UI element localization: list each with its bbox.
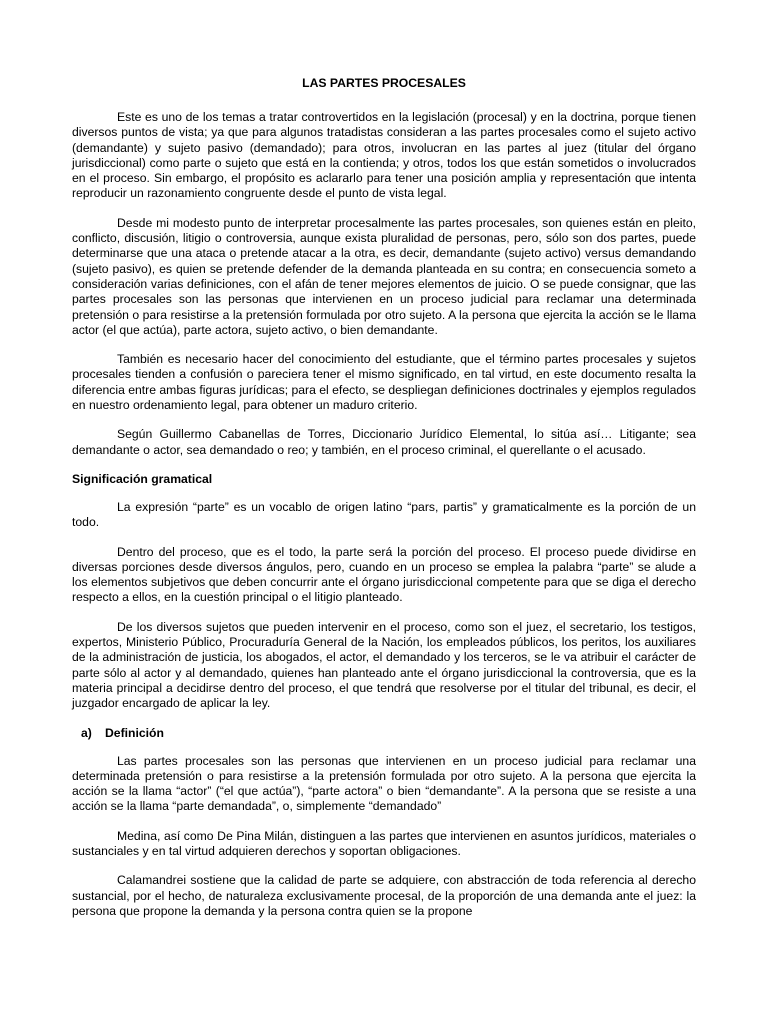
- paragraph-section-2: Dentro del proceso, que es el todo, la parte será la porción del proceso. El proceso puede dividirse en diversas porciones desde diversos ángulos, pero, cuando en un proceso se emplea la palabra “parte” se alude a los elementos subjetivos que deben concurrir ante el órgano jurisdiccional competente para que se diga el derecho respecto a ellos, en la cuestión principal o el litigio planteado.: [72, 544, 696, 605]
- paragraph-intro-3: También es necesario hacer del conocimiento del estudiante, que el término partes procesales y sujetos procesales tienden a confusión o pareciera tener el mismo significado, en tal virtud, en este documento resalta la diferencia entre ambas figuras jurídicas; para el efecto, se despliegan definiciones doctrinales y ejemplos regulados en nuestro ordenamiento legal, para obtener un maduro criterio.: [72, 352, 696, 413]
- paragraph-definition-3: Calamandrei sostiene que la calidad de parte se adquiere, con abstracción de toda referencia al derecho sustancial, por el hecho, de naturaleza exclusivamente procesal, de la proporción de una demanda ante el juez: la persona que propone la demanda y la persona contra quien se la propone: [72, 873, 696, 918]
- subsection-heading: [81, 726, 696, 741]
- paragraph-section-1: La expresión “parte” es un vocablo de origen latino “pars, partis” y gramaticalmente es la porción de un todo.: [72, 499, 696, 530]
- paragraph-intro-2: Desde mi modesto punto de interpretar procesalmente las partes procesales, son quienes están en pleito, conflicto, discusión, litigio o controversia, aunque exista pluralidad de personas, pero, sólo son dos partes, puede determinarse que una ataca o pretende atacar a la otra, es decir, demandante (sujeto activo) versus demandando (sujeto pasivo), es quien se pretende defender de la demanda planteada en su contra; en consecuencia someto a consideración varias definiciones, con el afán de tener mejores elementos de juicio. O se puede consignar, que las partes procesales son las personas que intervienen en un proceso judicial para reclamar una determinada pretensión o para resistirse a la pretensión formulada por otro sujeto. A la persona que ejercita la acción se le llama actor (el que actúa), parte actora, sujeto activo, o bien demandante.: [72, 215, 696, 337]
- paragraph-definition-2: Medina, así como De Pina Milán, distinguen a las partes que intervienen en asuntos jurídicos, materiales o sustanciales y en tal virtud adquieren derechos y soportan obligaciones.: [72, 828, 696, 858]
- paragraph-intro-1: Este es uno de los temas a tratar controvertidos en la legislación (procesal) y en la doctrina, porque tienen diversos puntos de vista; ya que para algunos tratadistas consideran a las partes procesales como el sujeto activo (demandante) y sujeto pasivo (demandado); para otros, involucran en las partes al juez (titular del órgano jurisdiccional) como parte o sujeto que está en la contienda; y otros, todos los que están sometidos o involucrados en el proceso. Sin embargo, el propósito es aclararlo para tener una posición amplia y representación que intenta reproducir un razonamiento congruente desde el punto de vista legal.: [72, 110, 696, 201]
- subsection-marker: a): [81, 725, 92, 740]
- section-heading: Significación gramatical: [72, 471, 213, 486]
- paragraph-definition-1: Las partes procesales son las personas que intervienen en un proceso judicial para reclamar una determinada pretensión o para resistirse a la pretensión formulada por otro sujeto. A la persona que ejercita la acción se la llama “actor” (“el que actúa”), “parte actora” o bien “demandante”. A la persona que se resiste a una acción se la llama “parte demandada”, o, simplemente “demandado”: [72, 753, 696, 814]
- document-title: LAS PARTES PROCESALES: [302, 76, 466, 90]
- paragraph-section-3: De los diversos sujetos que pueden intervenir en el proceso, como son el juez, el secretario, los testigos, expertos, Ministerio Público, Procuraduría General de la Nación, los empleados públicos, los peritos, los auxiliares de la administración de justicia, los abogados, el actor, el demandado y los terceros, se le va atribuir el carácter de parte sólo al actor y al demandado, quienes han planteado ante el órgano jurisdiccional la controversia, que es la materia principal a decidirse dentro del proceso, el que tendrá que resolverse por el titular del tribunal, es decir, el juzgador encargado de aplicar la ley.: [72, 619, 696, 711]
- subsection-title: Definición: [105, 725, 164, 740]
- paragraph-intro-4: Según Guillermo Cabanellas de Torres, Diccionario Jurídico Elemental, lo sitúa así… Litigante; sea demandante o actor, sea demandado o reo; y también, en el proceso criminal, el querellante o el acusado.: [72, 427, 696, 457]
